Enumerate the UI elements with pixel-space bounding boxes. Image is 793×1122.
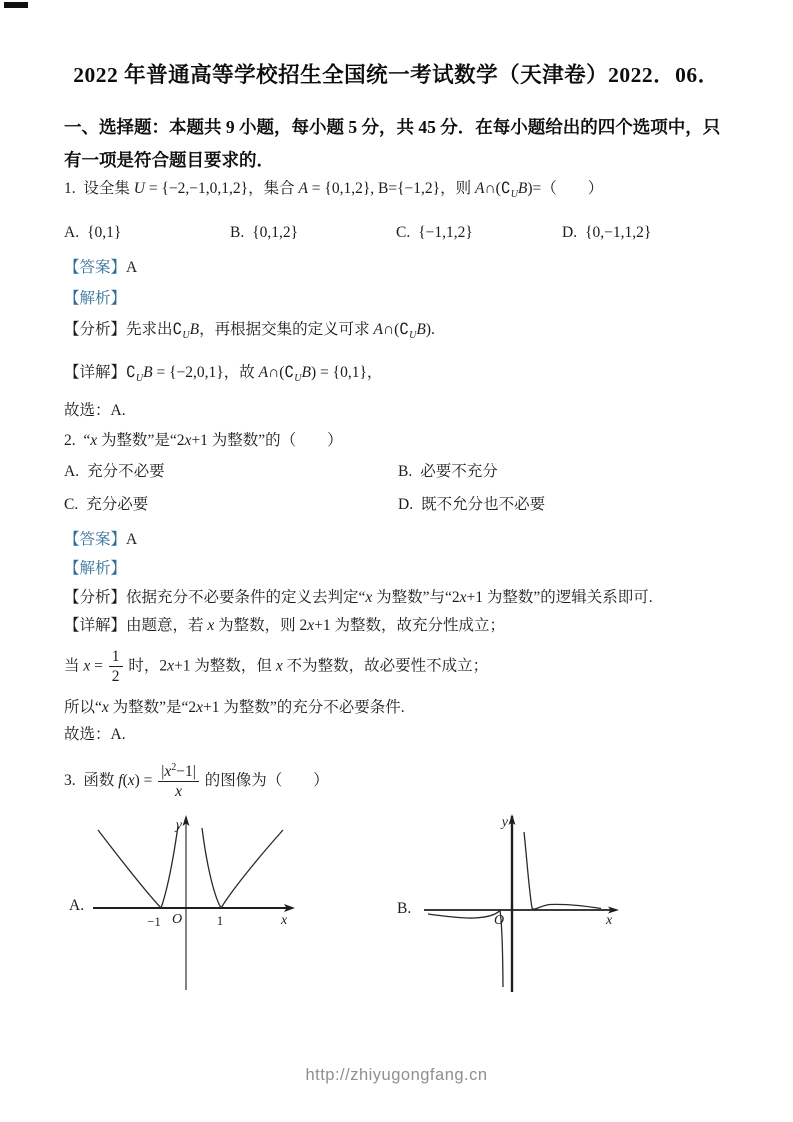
option-a	[64, 221, 230, 245]
option-b	[230, 221, 396, 245]
question-1-answer	[64, 256, 736, 280]
figure-a-tick-1: 1	[216, 913, 224, 928]
question-2-answer	[64, 528, 736, 552]
answer-label: 【答案】	[64, 259, 127, 276]
figure-b-label: B.	[397, 900, 412, 917]
option-text: 充分必要	[86, 496, 149, 513]
watermark-url: http://zhiyugongfang.cn	[305, 1066, 488, 1084]
option-d	[398, 493, 545, 517]
option-d	[562, 221, 651, 245]
question-2-options-ab	[64, 460, 736, 484]
question-1-options	[64, 221, 736, 245]
figure-b-graph	[416, 812, 626, 1000]
option-text: {0,−1,1,2}	[585, 224, 652, 241]
option-label: B.	[230, 224, 245, 241]
figure-a-label: A.	[69, 897, 85, 914]
question-3-figures	[64, 812, 736, 1012]
option-label: D.	[398, 496, 414, 513]
option-label: C.	[64, 496, 79, 513]
figure-b-xlabel: x	[606, 913, 613, 928]
option-label: B.	[398, 463, 413, 480]
figure-a-graph	[92, 814, 298, 994]
question-3-stem: 3. 函数 f(x) = $\frac{|x^2-1|}{x}$ 的图像为（ ）	[64, 762, 329, 801]
answer-label: 【答案】	[64, 531, 127, 548]
question-2-options-cd	[64, 493, 736, 517]
question-1-stem: 1. 设全集 U = {−2,−1,0,1,2}，集合 A = {0,1,2}, B={−1,2}，则 $A\cap(∁_UB)=$（ ）	[64, 180, 604, 200]
figure-a-origin: O	[172, 912, 183, 927]
option-label: C.	[396, 224, 411, 241]
figure-b-origin: O	[493, 913, 505, 928]
scan-artifact	[4, 2, 28, 8]
option-label: D.	[562, 224, 578, 241]
question-2-jiexi	[64, 557, 736, 581]
question-2-fenxi: 【分析】依据充分不必要条件的定义去判定“x 为整数”与“2x+1 为整数”的逻辑关系即可.	[64, 589, 653, 606]
question-2-xiangjie-1: 【详解】由题意，若 x 为整数，则 2x+1 为整数，故充分性成立；	[64, 617, 506, 634]
figure-a-tick-minus1: −1	[147, 914, 161, 929]
page-title: 2022 年普通高等学校招生全国统一考试数学（天津卷）2022．06．	[73, 63, 720, 87]
option-text: {0,1}	[87, 224, 122, 241]
question-1-xiangjie: 【详解】$∁_UB = \{-2,0,1\}$，故 $A\cap(∁_UB) = \{0,1\}$，	[64, 364, 383, 384]
answer-value: A	[126, 531, 138, 548]
question-2-stem: 2. “x 为整数”是“2x+1 为整数”的（ ）	[64, 432, 343, 449]
option-label: A.	[64, 463, 80, 480]
option-c	[64, 493, 398, 517]
question-1-fenxi: 【分析】先求出$∁_UB$，再根据交集的定义可求 $A\cap(∁_UB)$.	[64, 321, 435, 341]
option-label: A.	[64, 224, 80, 241]
option-c	[396, 221, 562, 245]
jiexi-label: 【解析】	[64, 290, 127, 307]
option-b	[398, 460, 498, 484]
jiexi-label: 【解析】	[64, 560, 127, 577]
option-text: 必要不充分	[420, 463, 498, 480]
figure-a-ylabel: y	[175, 818, 182, 833]
figure-b-ylabel: y	[501, 815, 508, 830]
answer-value: A	[126, 259, 138, 276]
question-2-suoyi: 所以“x 为整数”是“2x+1 为整数”的充分不必要条件.	[64, 699, 405, 716]
figure-a-xlabel: x	[281, 913, 288, 928]
option-a	[64, 460, 398, 484]
question-2-xiangjie-2: 当 x = $\frac{1}{2}$ 时，2x+1 为整数，但 x 不为整数，故必要性不成立；	[64, 648, 489, 686]
option-text: {0,1,2}	[252, 224, 299, 241]
option-text: {−1,1,2}	[418, 224, 473, 241]
option-text: 既不允分也不必要	[421, 496, 546, 513]
section-heading: 一、选择题：本题共 9 小题，每小题 5 分，共 45 分．在每小题给出的四个选项中，只有一项是符合题目要求的．	[64, 117, 721, 170]
question-1-jiexi	[64, 287, 736, 311]
question-2-guxuan: 故选：A.	[64, 726, 126, 743]
option-text: 充分不必要	[87, 463, 165, 480]
question-1-guxuan: 故选：A.	[64, 402, 126, 419]
